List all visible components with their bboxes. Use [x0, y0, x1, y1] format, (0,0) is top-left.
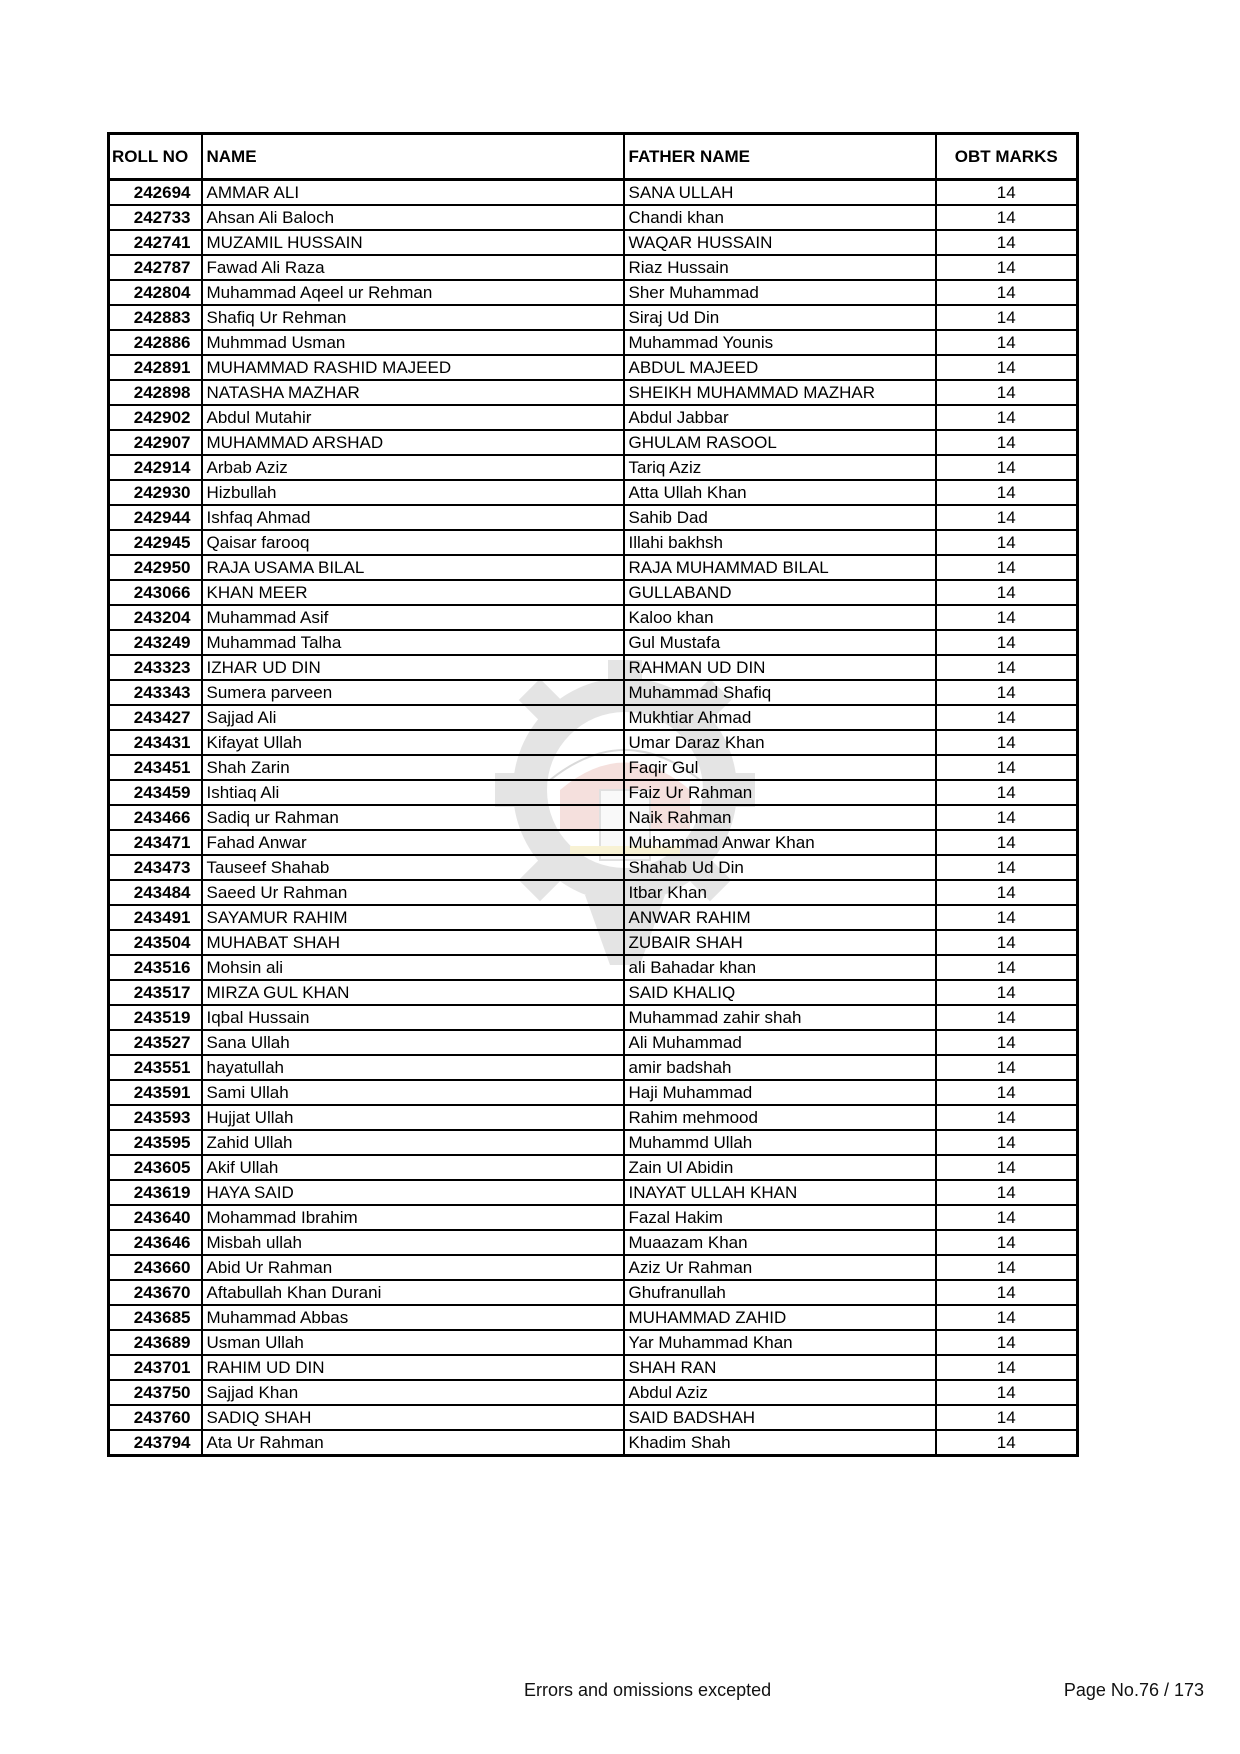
name-cell: Shafiq Ur Rehman	[202, 305, 624, 330]
roll-no-cell: 243249	[109, 630, 202, 655]
father-name-cell: Ali Muhammad	[624, 1030, 936, 1055]
name-cell: Abdul Mutahir	[202, 405, 624, 430]
table-row	[109, 355, 1078, 380]
father-name-cell: ABDUL MAJEED	[624, 355, 936, 380]
table-row	[109, 1380, 1078, 1405]
roll-no-cell: 243519	[109, 1005, 202, 1030]
roll-no-cell: 243459	[109, 780, 202, 805]
name-cell: Ahsan Ali Baloch	[202, 205, 624, 230]
table-row	[109, 230, 1078, 255]
roll-no-cell: 243473	[109, 855, 202, 880]
father-name-cell: Muhammad zahir shah	[624, 1005, 936, 1030]
name-cell: IZHAR UD DIN	[202, 655, 624, 680]
father-name-cell: Abdul Jabbar	[624, 405, 936, 430]
father-name-cell: Khadim Shah	[624, 1430, 936, 1456]
roll-no-cell: 243343	[109, 680, 202, 705]
obt-marks-cell: 14	[936, 855, 1078, 880]
table-row	[109, 680, 1078, 705]
name-cell: MIRZA GUL KHAN	[202, 980, 624, 1005]
table-row	[109, 1155, 1078, 1180]
obt-marks-cell: 14	[936, 530, 1078, 555]
name-cell: Saeed Ur Rahman	[202, 880, 624, 905]
roll-no-cell: 243066	[109, 580, 202, 605]
table-row	[109, 555, 1078, 580]
obt-marks-cell: 14	[936, 555, 1078, 580]
obt-marks-cell: 14	[936, 955, 1078, 980]
name-cell: RAHIM UD DIN	[202, 1355, 624, 1380]
name-cell: Usman Ullah	[202, 1330, 624, 1355]
obt-marks-cell: 14	[936, 805, 1078, 830]
father-name-cell: SHEIKH MUHAMMAD MAZHAR	[624, 380, 936, 405]
father-name-cell: Fazal Hakim	[624, 1205, 936, 1230]
father-name-cell: Mukhtiar Ahmad	[624, 705, 936, 730]
father-name-cell: Muhammd Ullah	[624, 1130, 936, 1155]
name-cell: Hujjat Ullah	[202, 1105, 624, 1130]
table-row	[109, 430, 1078, 455]
roll-no-cell: 243204	[109, 605, 202, 630]
father-name-cell: Ghufranullah	[624, 1280, 936, 1305]
father-name-cell: Haji Muhammad	[624, 1080, 936, 1105]
roll-no-cell: 243471	[109, 830, 202, 855]
obt-marks-cell: 14	[936, 1380, 1078, 1405]
name-cell: Fahad Anwar	[202, 830, 624, 855]
table-row	[109, 505, 1078, 530]
name-cell: Akif Ullah	[202, 1155, 624, 1180]
father-name-cell: Gul Mustafa	[624, 630, 936, 655]
table-row	[109, 655, 1078, 680]
table-row	[109, 930, 1078, 955]
table-row	[109, 1330, 1078, 1355]
table-row	[109, 380, 1078, 405]
roll-no-cell: 242891	[109, 355, 202, 380]
father-name-cell: GULLABAND	[624, 580, 936, 605]
name-cell: Sami Ullah	[202, 1080, 624, 1105]
table-row	[109, 830, 1078, 855]
name-cell: Sadiq ur Rahman	[202, 805, 624, 830]
roll-no-cell: 243619	[109, 1180, 202, 1205]
table-row	[109, 630, 1078, 655]
table-row	[109, 455, 1078, 480]
table-row	[109, 1305, 1078, 1330]
table-row	[109, 1055, 1078, 1080]
obt-marks-cell: 14	[936, 1280, 1078, 1305]
roll-no-cell: 242902	[109, 405, 202, 430]
roll-no-cell: 243689	[109, 1330, 202, 1355]
roll-no-cell: 243670	[109, 1280, 202, 1305]
table-row	[109, 855, 1078, 880]
father-name-cell: Illahi bakhsh	[624, 530, 936, 555]
father-name-cell: Riaz Hussain	[624, 255, 936, 280]
roll-no-cell: 242733	[109, 205, 202, 230]
roll-no-cell: 242945	[109, 530, 202, 555]
roll-no-cell: 243466	[109, 805, 202, 830]
roll-no-cell: 243701	[109, 1355, 202, 1380]
roll-no-cell: 242694	[109, 180, 202, 206]
obt-marks-cell: 14	[936, 230, 1078, 255]
father-name-cell: amir badshah	[624, 1055, 936, 1080]
name-cell: Sajjad Ali	[202, 705, 624, 730]
table-row	[109, 1030, 1078, 1055]
obt-marks-cell: 14	[936, 1405, 1078, 1430]
obt-marks-cell: 14	[936, 730, 1078, 755]
father-name-cell: Abdul Aziz	[624, 1380, 936, 1405]
table-row	[109, 1430, 1078, 1456]
obt-marks-cell: 14	[936, 380, 1078, 405]
father-name-cell: Sahib Dad	[624, 505, 936, 530]
father-name-cell: Aziz Ur Rahman	[624, 1255, 936, 1280]
name-cell: Misbah ullah	[202, 1230, 624, 1255]
table-row	[109, 180, 1078, 206]
name-cell: hayatullah	[202, 1055, 624, 1080]
roll-no-cell: 243504	[109, 930, 202, 955]
father-name-cell: Tariq Aziz	[624, 455, 936, 480]
roll-no-cell: 243551	[109, 1055, 202, 1080]
name-cell: Sana Ullah	[202, 1030, 624, 1055]
father-name-cell: Naik Rahman	[624, 805, 936, 830]
roll-no-cell: 243451	[109, 755, 202, 780]
roll-no-cell: 242886	[109, 330, 202, 355]
obt-marks-cell: 14	[936, 1105, 1078, 1130]
obt-marks-cell: 14	[936, 705, 1078, 730]
obt-marks-cell: 14	[936, 1180, 1078, 1205]
header-row	[109, 134, 1078, 180]
table-row	[109, 805, 1078, 830]
father-name-cell: MUHAMMAD ZAHID	[624, 1305, 936, 1330]
father-name-cell: Zain Ul Abidin	[624, 1155, 936, 1180]
table-row	[109, 605, 1078, 630]
name-cell: Mohammad Ibrahim	[202, 1205, 624, 1230]
table-row	[109, 1105, 1078, 1130]
obt-marks-cell: 14	[936, 505, 1078, 530]
obt-marks-cell: 14	[936, 780, 1078, 805]
obt-marks-cell: 14	[936, 1355, 1078, 1380]
obt-marks-cell: 14	[936, 1230, 1078, 1255]
roll-no-cell: 243685	[109, 1305, 202, 1330]
roll-no-cell: 243595	[109, 1130, 202, 1155]
roll-no-cell: 243427	[109, 705, 202, 730]
table-row	[109, 1355, 1078, 1380]
obt-marks-cell: 14	[936, 1005, 1078, 1030]
name-cell: Qaisar farooq	[202, 530, 624, 555]
table-row	[109, 1255, 1078, 1280]
name-cell: Iqbal Hussain	[202, 1005, 624, 1030]
name-cell: AMMAR ALI	[202, 180, 624, 206]
obt-marks-cell: 14	[936, 830, 1078, 855]
father-name-cell: Kaloo khan	[624, 605, 936, 630]
name-cell: Sumera parveen	[202, 680, 624, 705]
roll-no-cell: 242950	[109, 555, 202, 580]
name-cell: Sajjad Khan	[202, 1380, 624, 1405]
obt-marks-cell: 14	[936, 455, 1078, 480]
name-cell: MUHAMMAD RASHID MAJEED	[202, 355, 624, 380]
obt-marks-cell: 14	[936, 280, 1078, 305]
name-cell: Mohsin ali	[202, 955, 624, 980]
name-cell: Arbab Aziz	[202, 455, 624, 480]
table-row	[109, 1005, 1078, 1030]
roll-no-cell: 242883	[109, 305, 202, 330]
roll-no-cell: 243660	[109, 1255, 202, 1280]
table-row	[109, 705, 1078, 730]
name-cell: Ishtiaq Ali	[202, 780, 624, 805]
name-cell: Tauseef Shahab	[202, 855, 624, 880]
obt-marks-cell: 14	[936, 255, 1078, 280]
table-row	[109, 305, 1078, 330]
obt-marks-cell: 14	[936, 205, 1078, 230]
table-row	[109, 1205, 1078, 1230]
name-cell: Kifayat Ullah	[202, 730, 624, 755]
table-row	[109, 480, 1078, 505]
obt-marks-cell: 14	[936, 1430, 1078, 1456]
obt-marks-cell: 14	[936, 1330, 1078, 1355]
roll-no-cell: 243593	[109, 1105, 202, 1130]
results-table	[107, 132, 1079, 1457]
obt-marks-cell: 14	[936, 1030, 1078, 1055]
roll-no-cell: 243750	[109, 1380, 202, 1405]
obt-marks-cell: 14	[936, 480, 1078, 505]
table-row	[109, 1180, 1078, 1205]
name-cell: Muhammad Aqeel ur Rehman	[202, 280, 624, 305]
obt-marks-cell: 14	[936, 305, 1078, 330]
roll-no-cell: 243431	[109, 730, 202, 755]
table-row	[109, 905, 1078, 930]
obt-marks-cell: 14	[936, 355, 1078, 380]
roll-no-cell: 242914	[109, 455, 202, 480]
obt-marks-cell: 14	[936, 930, 1078, 955]
name-cell: Fawad Ali Raza	[202, 255, 624, 280]
father-name-cell: Rahim mehmood	[624, 1105, 936, 1130]
table-row	[109, 580, 1078, 605]
obt-marks-cell: 14	[936, 405, 1078, 430]
father-name-cell: INAYAT ULLAH KHAN	[624, 1180, 936, 1205]
father-name-cell: Shahab Ud Din	[624, 855, 936, 880]
name-cell: Muhammad Abbas	[202, 1305, 624, 1330]
name-cell: Muhmmad Usman	[202, 330, 624, 355]
table-row	[109, 780, 1078, 805]
obt-marks-cell: 14	[936, 1255, 1078, 1280]
father-name-cell: WAQAR HUSSAIN	[624, 230, 936, 255]
roll-no-cell: 242787	[109, 255, 202, 280]
roll-no-cell: 242804	[109, 280, 202, 305]
father-name-cell: Chandi khan	[624, 205, 936, 230]
roll-no-cell: 243517	[109, 980, 202, 1005]
roll-no-cell: 242930	[109, 480, 202, 505]
table-row	[109, 280, 1078, 305]
father-name-cell: Faiz Ur Rahman	[624, 780, 936, 805]
father-name-cell: SAID BADSHAH	[624, 1405, 936, 1430]
name-cell: SADIQ SHAH	[202, 1405, 624, 1430]
father-name-cell: Muhammad Shafiq	[624, 680, 936, 705]
roll-no-cell: 243516	[109, 955, 202, 980]
obt-marks-cell: 14	[936, 905, 1078, 930]
roll-no-cell: 243323	[109, 655, 202, 680]
table-header	[109, 134, 1078, 180]
name-cell: Shah Zarin	[202, 755, 624, 780]
table-row	[109, 980, 1078, 1005]
name-cell: NATASHA MAZHAR	[202, 380, 624, 405]
footer-disclaimer: Errors and omissions excepted	[524, 1680, 772, 1700]
table-row	[109, 1405, 1078, 1430]
header-father-name: FATHER NAME	[624, 134, 936, 180]
table-row	[109, 1280, 1078, 1305]
name-cell: MUHAMMAD ARSHAD	[202, 430, 624, 455]
father-name-cell: Faqir Gul	[624, 755, 936, 780]
obt-marks-cell: 14	[936, 1080, 1078, 1105]
table-row	[109, 330, 1078, 355]
obt-marks-cell: 14	[936, 980, 1078, 1005]
obt-marks-cell: 14	[936, 430, 1078, 455]
table-row	[109, 1080, 1078, 1105]
roll-no-cell: 243605	[109, 1155, 202, 1180]
obt-marks-cell: 14	[936, 755, 1078, 780]
father-name-cell: RAJA MUHAMMAD BILAL	[624, 555, 936, 580]
name-cell: Zahid Ullah	[202, 1130, 624, 1155]
table-row	[109, 1230, 1078, 1255]
obt-marks-cell: 14	[936, 655, 1078, 680]
father-name-cell: Muhammad Anwar Khan	[624, 830, 936, 855]
name-cell: KHAN MEER	[202, 580, 624, 605]
name-cell: Ishfaq Ahmad	[202, 505, 624, 530]
name-cell: MUHABAT SHAH	[202, 930, 624, 955]
father-name-cell: ANWAR RAHIM	[624, 905, 936, 930]
page-number: Page No.76 / 173	[1063, 1680, 1204, 1700]
obt-marks-cell: 14	[936, 630, 1078, 655]
obt-marks-cell: 14	[936, 880, 1078, 905]
name-cell: MUZAMIL HUSSAIN	[202, 230, 624, 255]
header-name: NAME	[202, 134, 624, 180]
table-row	[109, 405, 1078, 430]
obt-marks-cell: 14	[936, 1155, 1078, 1180]
obt-marks-cell: 14	[936, 1130, 1078, 1155]
table-row	[109, 730, 1078, 755]
father-name-cell: Siraj Ud Din	[624, 305, 936, 330]
father-name-cell: Yar Muhammad Khan	[624, 1330, 936, 1355]
name-cell: SAYAMUR RAHIM	[202, 905, 624, 930]
father-name-cell: SAID KHALIQ	[624, 980, 936, 1005]
roll-no-cell: 242741	[109, 230, 202, 255]
table-row	[109, 755, 1078, 780]
name-cell: HAYA SAID	[202, 1180, 624, 1205]
name-cell: Hizbullah	[202, 480, 624, 505]
father-name-cell: Umar Daraz Khan	[624, 730, 936, 755]
obt-marks-cell: 14	[936, 580, 1078, 605]
roll-no-cell: 243491	[109, 905, 202, 930]
name-cell: Aftabullah Khan Durani	[202, 1280, 624, 1305]
roll-no-cell: 242898	[109, 380, 202, 405]
name-cell: Abid Ur Rahman	[202, 1255, 624, 1280]
table-row	[109, 530, 1078, 555]
father-name-cell: Itbar Khan	[624, 880, 936, 905]
obt-marks-cell: 14	[936, 180, 1078, 206]
table-row	[109, 255, 1078, 280]
obt-marks-cell: 14	[936, 1305, 1078, 1330]
roll-no-cell: 243646	[109, 1230, 202, 1255]
father-name-cell: Muhammad Younis	[624, 330, 936, 355]
obt-marks-cell: 14	[936, 330, 1078, 355]
roll-no-cell: 243484	[109, 880, 202, 905]
table-row	[109, 955, 1078, 980]
roll-no-cell: 243527	[109, 1030, 202, 1055]
obt-marks-cell: 14	[936, 1055, 1078, 1080]
roll-no-cell: 243591	[109, 1080, 202, 1105]
table-row	[109, 205, 1078, 230]
father-name-cell: ZUBAIR SHAH	[624, 930, 936, 955]
father-name-cell: RAHMAN UD DIN	[624, 655, 936, 680]
father-name-cell: GHULAM RASOOL	[624, 430, 936, 455]
name-cell: Muhammad Asif	[202, 605, 624, 630]
father-name-cell: ali Bahadar khan	[624, 955, 936, 980]
father-name-cell: Atta Ullah Khan	[624, 480, 936, 505]
roll-no-cell: 243794	[109, 1430, 202, 1456]
table-row	[109, 1130, 1078, 1155]
father-name-cell: SANA ULLAH	[624, 180, 936, 206]
father-name-cell: Muaazam Khan	[624, 1230, 936, 1255]
header-roll-no: ROLL NO	[109, 134, 202, 180]
name-cell: Ata Ur Rahman	[202, 1430, 624, 1456]
obt-marks-cell: 14	[936, 1205, 1078, 1230]
obt-marks-cell: 14	[936, 680, 1078, 705]
header-obt-marks: OBT MARKS	[936, 134, 1078, 180]
name-cell: RAJA USAMA BILAL	[202, 555, 624, 580]
table-row	[109, 880, 1078, 905]
roll-no-cell: 242907	[109, 430, 202, 455]
obt-marks-cell: 14	[936, 605, 1078, 630]
father-name-cell: Sher Muhammad	[624, 280, 936, 305]
roll-no-cell: 242944	[109, 505, 202, 530]
table-body	[109, 180, 1078, 1456]
roll-no-cell: 243640	[109, 1205, 202, 1230]
name-cell: Muhammad Talha	[202, 630, 624, 655]
roll-no-cell: 243760	[109, 1405, 202, 1430]
father-name-cell: SHAH RAN	[624, 1355, 936, 1380]
